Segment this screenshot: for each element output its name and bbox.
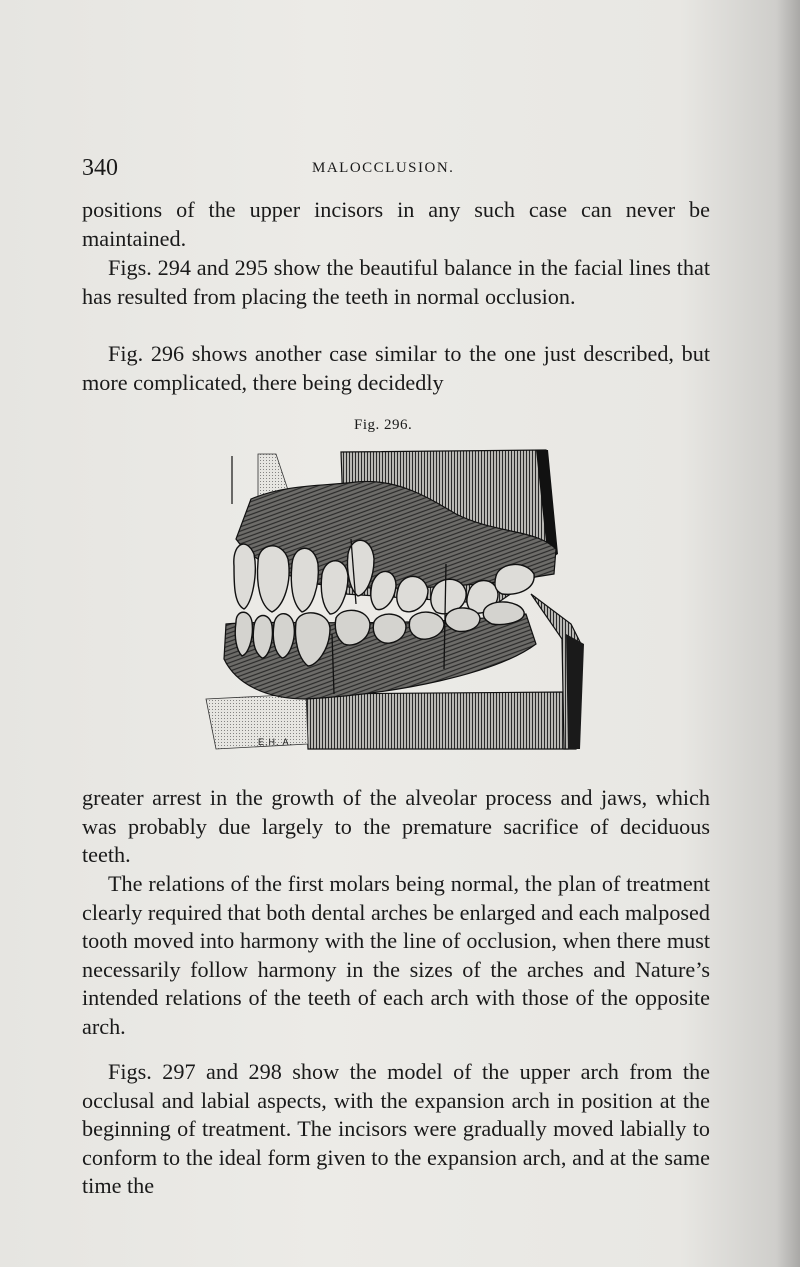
paragraph-continuation-arrest: greater arrest in the growth of the alveolar process and jaws, which was probably due largely to the premature sacrifice of deciduous teeth. — [82, 785, 710, 868]
paragraph-first-molars: The relations of the first molars being normal, the plan of treatment clearly required that both dental arches be enlarged and each malposed tooth moved into harmony with the line of occlusion, when there must necessarily follow harmony in the sizes of the arches and Nature’s intended relations of the teeth of each arch with those of the opposite arch. — [82, 871, 710, 1039]
page-number: 340 — [82, 155, 118, 181]
paragraph-fig-296-intro: Fig. 296 shows another case similar to the one just described, but more complicated, there being decidedly — [82, 341, 710, 395]
running-head: MALOCCLUSION. — [312, 160, 455, 176]
dental-model-illustration — [196, 444, 596, 754]
paragraph-figs-294-295: Figs. 294 and 295 show the beautiful balance in the facial lines that has resulted from placing the teeth in normal occlusion. — [82, 255, 710, 309]
paragraph-continuation: positions of the upper incisors in any such case can never be maintained. — [82, 197, 710, 251]
figure-caption: Fig. 296. — [354, 417, 413, 433]
artist-initials: E.H. A. — [258, 737, 294, 747]
teeth-engraving — [196, 444, 596, 754]
paragraph-figs-297-298: Figs. 297 and 298 show the model of the upper arch from the occlusal and labial aspects, with the expansion arch in position at the beginning of treatment. The incisors were gradually moved labially to conform to the ideal form given to the expansion arch, and at the same time the — [82, 1059, 710, 1199]
page-header — [82, 155, 712, 185]
